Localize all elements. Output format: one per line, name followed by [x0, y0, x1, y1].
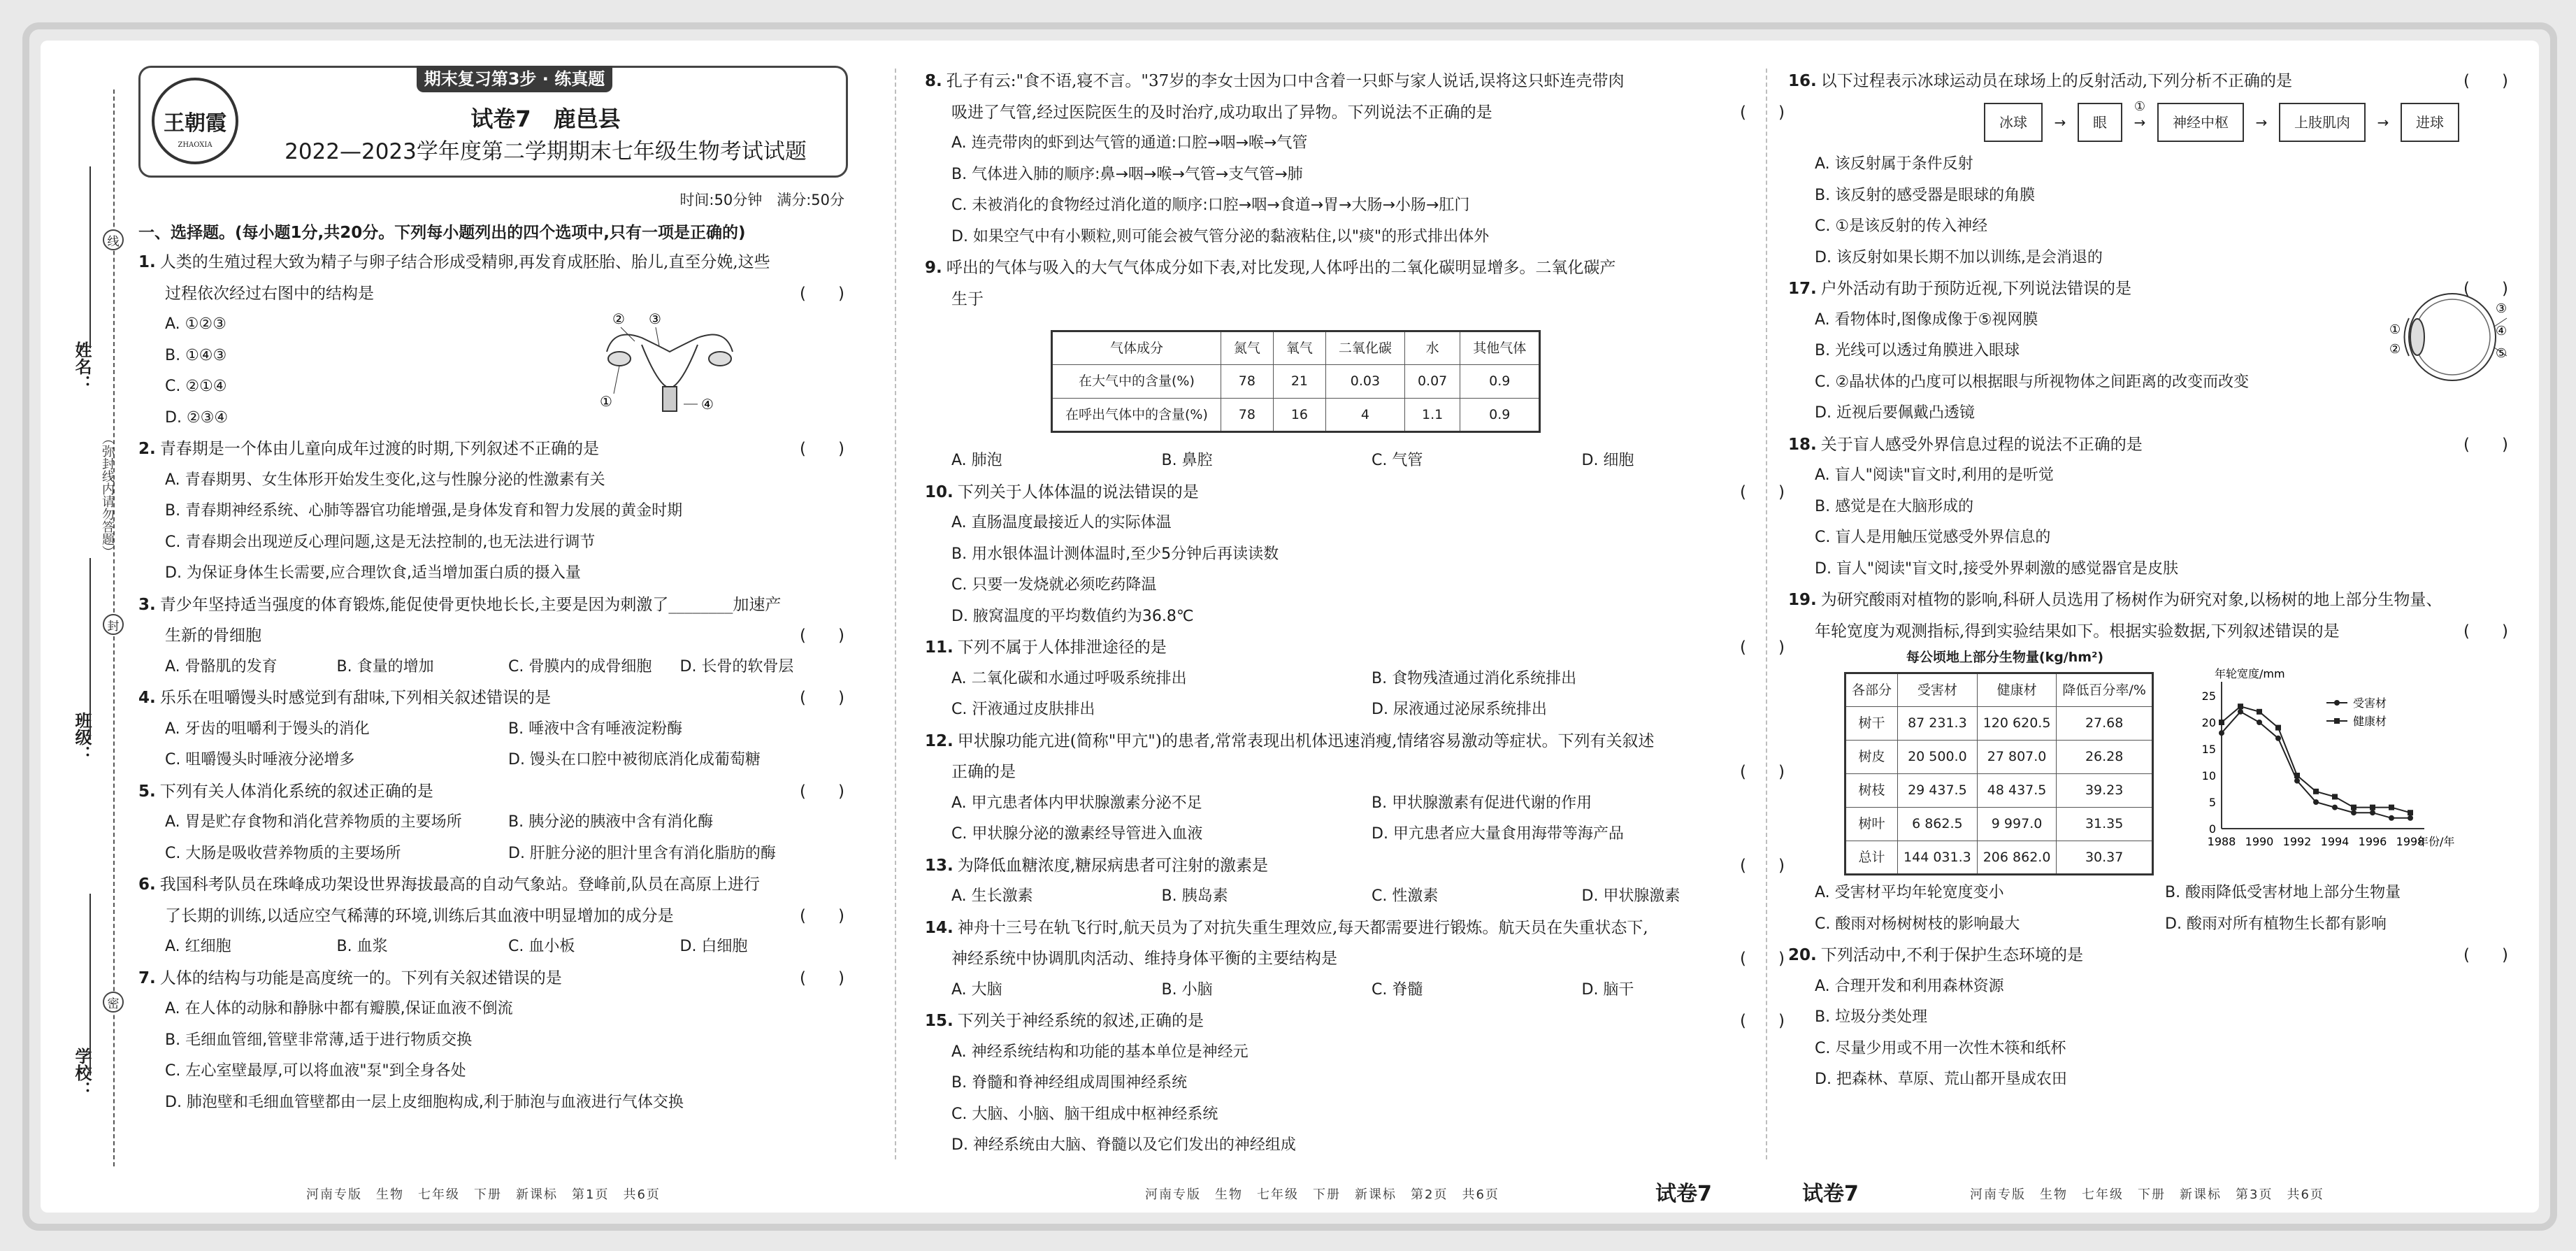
option: C. 只要一发烧就必须吃药降温	[951, 576, 1157, 594]
diagram-label: ③	[2496, 301, 2507, 316]
question-14: 14. 神舟十三号在轨飞行时,航天员为了对抗失重生理效应,每天都需要进行锻炼。航天员在失重状态下, 神经系统中协调肌肉活动、维持身体平衡的主要结构是 ( ) A. 大脑 B. 小脑 C. 脊髓 D. 脑干	[925, 913, 1792, 1006]
exam-sheet	[41, 41, 2539, 1213]
paper-mark: 试卷7	[1655, 1182, 1712, 1206]
option: C. 性激素	[1372, 887, 1439, 905]
option: C. 青春期会出现逆反心理问题,这是无法控制的,也无法进行调节	[165, 533, 596, 551]
y-tick-label: 15	[2201, 743, 2216, 756]
option: D. 如果空气中有小颗粒,则可能会被气管分泌的黏液粘住,以"痰"的形式排出体外	[951, 227, 1490, 245]
page-3	[1788, 66, 2515, 1171]
option: A. 神经系统结构和功能的基本单位是神经元	[951, 1043, 1249, 1061]
y-tick-label: 5	[2208, 796, 2216, 809]
diagram-label: ⑤	[2496, 346, 2507, 361]
page-separator	[1766, 69, 1767, 1159]
x-tick-label: 1998	[2396, 835, 2425, 848]
data-point	[2219, 720, 2224, 725]
data-point	[2238, 703, 2243, 709]
option: D. 该反射如果长期不加以训练,是会消退的	[1815, 248, 2103, 266]
diagram-label: ②	[2389, 342, 2401, 357]
question-2: 2. 青春期是一个体由儿童向成年过渡的时期,下列叙述不正确的是 ( ) A. 青春期男、女生体形开始发生变化,这与性腺分泌的性激素有关 B. 青春期神经系统、心肺等器官功能增强,是身体发育和智力发展的黄金时期 C. 青春期会出现逆反心理问题,这是无法控制的,也无法进行调节 D. 为保证身体生长需要,应合理饮食,适当增加蛋白质的摄入量	[138, 434, 851, 589]
option: D. 肺泡壁和毛细血管壁都由一层上皮细胞构成,利于肺泡与血液进行气体交换	[165, 1093, 684, 1111]
footer-page-3: 河南专版 生物 七年级 下册 新课标 第3页 共6页	[1970, 1187, 2324, 1202]
question-18: 18. 关于盲人感受外界信息过程的说法不正确的是 ( ) A. 盲人"阅读"盲文时,利用的是听觉 B. 感觉是在大脑形成的 C. 盲人是用触压觉感受外界信息的 D. 盲人"阅读"盲文时,接受外界刺激的感觉器官是皮肤	[1788, 429, 2515, 585]
option: D. 尿液通过泌尿系统排出	[1372, 701, 1547, 718]
x-tick-label: 1988	[2207, 835, 2236, 848]
x-tick-label: 1992	[2282, 835, 2312, 848]
option: A. 红细胞	[165, 938, 231, 955]
question-7: 7. 人体的结构与功能是高度统一的。下列有关叙述错误的是 ( ) A. 在人体的动脉和静脉中都有瓣膜,保证血液不倒流 B. 毛细血管细,管壁非常薄,适于进行物质交换 C. 左心室壁最厚,可以将血液"泵"到全身各处 D. 肺泡壁和毛细血管壁都由一层上皮细胞构成,利于肺泡与血液进行气体交换	[138, 963, 851, 1119]
option: A. 骨骼肌的发育	[165, 657, 278, 675]
option: B. 毛细血管细,管壁非常薄,适于进行物质交换	[165, 1031, 473, 1049]
question-4: 4. 乐乐在咀嚼馒头时感觉到有甜味,下列相关叙述错误的是 ( ) A. 牙齿的咀嚼利于馒头的消化 B. 唾液中含有唾液淀粉酶 C. 咀嚼馒头时唾液分泌增多 D. 馒头在口腔中被彻底消化成葡萄糖	[138, 682, 851, 776]
name-label: 姓名：	[72, 341, 92, 392]
binding-note: （弥封线内请勿答题）	[100, 432, 115, 558]
reflex-flow: 冰球 → 眼 ① → 神经中枢 → 上肢肌肉 → 进球	[1984, 103, 2515, 143]
data-point	[2389, 815, 2394, 821]
option: C. 左心室壁最厚,可以将血液"泵"到全身各处	[165, 1062, 466, 1080]
question-8: 8. 孔子有云:"食不语,寝不言。"37岁的李女士因为口中含着一只虾与家人说话,误将这只虾连壳带肉 吸进了气管,经过医院医生的及时治疗,成功取出了异物。下列说法不正确的是 ( ) A. 连壳带肉的虾到达气管的通道:口腔→咽→喉→气管 B. 气体进入肺的顺序:鼻→咽→喉→气管→支气管→肺 C. 未被消化的食物经过消化道的顺序:口腔→咽→食道→胃→大肠→小肠→肛门 D. 如果空气中有小颗粒,则可能会被气管分泌的黏液粘住,以"痰"的形式排出体外	[925, 66, 1792, 252]
option: A. 直肠温度最接近人的实际体温	[951, 514, 1172, 531]
option: D. 馒头在口腔中被彻底消化成葡萄糖	[508, 751, 761, 769]
option: A. 在人体的动脉和静脉中都有瓣膜,保证血液不倒流	[165, 1000, 513, 1017]
option: C. 未被消化的食物经过消化道的顺序:口腔→咽→食道→胃→大肠→小肠→肛门	[951, 196, 1470, 214]
data-point	[2313, 789, 2319, 794]
option: C. 汗液通过皮肤排出	[951, 701, 1095, 718]
option: B. 酸雨降低受害材地上部分生物量	[2165, 884, 2401, 901]
option: D. 肝脏分泌的胆汁里含有消化脂肪的酶	[508, 844, 776, 862]
data-point	[2332, 794, 2338, 799]
option: A. 肺泡	[951, 452, 1002, 469]
option: B. 小脑	[1161, 980, 1213, 999]
brand-logo: 王朝霞 ZHAOXIA	[152, 78, 238, 164]
option: B. ①④③	[165, 346, 227, 364]
option: D. 近视后要佩戴凸透镜	[1815, 404, 1975, 422]
diagram-label: ④	[2496, 324, 2507, 338]
option: D. 神经系统由大脑、脊髓以及它们发出的神经组成	[951, 1136, 1296, 1154]
option: D. 白细胞	[679, 938, 748, 955]
data-point	[2257, 709, 2262, 715]
option: C. 骨膜内的成骨细胞	[508, 657, 652, 675]
data-point	[2370, 805, 2375, 810]
y-tick-label: 0	[2208, 822, 2216, 836]
option: A. 该反射属于条件反射	[1815, 155, 1973, 173]
uterus-diagram	[593, 303, 754, 425]
x-axis-label: 年份/年	[2417, 835, 2455, 848]
question-10: 10. 下列关于人体体温的说法错误的是 ( ) A. 直肠温度最接近人的实际体温 B. 用水银体温计测体温时,至少5分钟后再读读数 C. 只要一发烧就必须吃药降温 D. 腋窝温度的平均数值约为36.8℃	[925, 477, 1792, 633]
option: C. 大肠是吸收营养物质的主要场所	[165, 844, 401, 862]
option: D. ②③④	[165, 408, 229, 427]
option: D. 酸雨对所有植物生长都有影响	[2165, 915, 2387, 933]
data-point	[2408, 815, 2413, 821]
option: C. 尽量少用或不用一次性木筷和纸杯	[1815, 1039, 2066, 1057]
class-label: 班级：	[72, 712, 92, 762]
option: C. 脊髓	[1372, 980, 1423, 999]
seal-mark: 线	[103, 229, 124, 250]
option: B. 该反射的感受器是眼球的角膜	[1815, 186, 2036, 204]
question-6: 6. 我国科考队员在珠峰成功架设世界海拔最高的自动气象站。登峰前,队员在高原上进行 了长期的训练,以适应空气稀薄的环境,训练后其血液中明显增加的成分是 ( ) A. 红细胞 B. 血浆 C. 血小板 D. 白细胞	[138, 869, 851, 963]
y-tick-label: 20	[2201, 716, 2216, 729]
data-point	[2275, 736, 2281, 741]
option: B. 鼻腔	[1161, 452, 1213, 469]
exam-title: 试卷7 鹿邑县	[470, 106, 621, 132]
option: D. 为保证身体生长需要,应合理饮食,适当增加蛋白质的摄入量	[165, 564, 581, 582]
option: A. 连壳带肉的虾到达气管的通道:口腔→咽→喉→气管	[951, 134, 1308, 152]
option: A. 合理开发和利用森林资源	[1815, 977, 2004, 995]
question-5: 5. 下列有关人体消化系统的叙述正确的是 ( ) A. 胃是贮存食物和消化营养物质的主要场所 B. 胰分泌的胰液中含有消化酶 C. 大肠是吸收营养物质的主要场所 D. 肝脏分泌的胆汁里含有消化脂肪的酶	[138, 776, 851, 870]
data-point	[2294, 773, 2300, 778]
x-tick-label: 1996	[2358, 835, 2387, 848]
class-underline	[89, 558, 91, 740]
question-20: 20. 下列活动中,不利于保护生态环境的是 ( ) A. 合理开发和利用森林资源 B. 垃圾分类处理 C. 尽量少用或不用一次性木筷和纸杯 D. 把森林、草原、荒山都开垦成农田	[1788, 940, 2515, 1096]
option: A. ①②③	[165, 315, 226, 333]
question-19: 19. 为研究酸雨对植物的影响,科研人员选用了杨树作为研究对象,以杨树的地上部分生物量、 年轮宽度为观测指标,得到实验结果如下。根据实验数据,下列叙述错误的是 ( ) 每公顷地上部分生物量(kg/hm²) 各部分 受害材 健康材 降低百分率/% 树干 87 231.3 120 620.5 27.68 树皮 20 500.0 27 807.0 26.28 树枝 29 437.5 48 437.5 39.23 树叶 6 862.5 9 997.0 31.35 总计 144 031.3 206 862.0 30.37 年轮宽度/mm 年份/年 0 5 10 15 20 25 1988 1990 1992 1994 1996 1998 受害材 健康材 A. 受害材平均年轮宽度变小 B. 酸雨降低受害材地上部分生物量 C. 酸雨对杨树树枝的影响最大 D. 酸雨对所有植物生长都有影响	[1788, 585, 2515, 940]
option: C. 咀嚼馒头时唾液分泌增多	[165, 751, 355, 769]
question-15: 15. 下列关于神经系统的叙述,正确的是 ( ) A. 神经系统结构和功能的基本单位是神经元 B. 脊髓和脊神经组成周围神经系统 C. 大脑、小脑、脑干组成中枢神经系统 D. 神经系统由大脑、脊髓以及它们发出的神经组成	[925, 1006, 1792, 1161]
option: A. 胃是贮存食物和消化营养物质的主要场所	[165, 813, 462, 831]
question-9: 9. 呼出的气体与吸入的大气气体成分如下表,对比发现,人体呼出的二氧化碳明显增多。二氧化碳产 生于 气体成分 氮气 氧气 二氧化碳 水 其他气体 在大气中的含量(%) 78 21 0.03 0.07 0.9 在呼出气体中的含量(%) 78 16 4 1.1 0.9 A. 肺泡 B. 鼻腔 C. 气管 D. 细胞	[925, 252, 1792, 477]
data-point	[2219, 730, 2224, 736]
gas-table: 气体成分 氮气 氧气 二氧化碳 水 其他气体 在大气中的含量(%) 78 21 0.03 0.07 0.9 在呼出气体中的含量(%) 78 16 4 1.1 0.9	[1051, 330, 1541, 433]
option: C. ①是该反射的传入神经	[1815, 217, 1988, 235]
diagram-label: ④	[701, 396, 714, 413]
option: C. ②①④	[165, 378, 227, 395]
option: D. 甲亢患者应大量食用海带等海产品	[1372, 825, 1624, 843]
option: C. 酸雨对杨树树枝的影响最大	[1815, 915, 2020, 933]
option: C. 血小板	[508, 938, 575, 955]
option: B. 感觉是在大脑形成的	[1815, 497, 1974, 515]
data-point	[2238, 709, 2243, 715]
option: B. 气体进入肺的顺序:鼻→咽→喉→气管→支气管→肺	[951, 165, 1303, 183]
x-tick-label: 1990	[2245, 835, 2274, 848]
x-tick-label: 1994	[2320, 835, 2350, 848]
option: D. 细胞	[1581, 452, 1634, 469]
school-underline	[89, 894, 91, 1075]
option: D. 盲人"阅读"盲文时,接受外界刺激的感觉器官是皮肤	[1815, 559, 2179, 578]
option: B. 胰分泌的胰液中含有消化酶	[508, 813, 714, 831]
diagram-label: ①	[2389, 322, 2401, 337]
school-label: 学校：	[72, 1048, 92, 1098]
option: A. 青春期男、女生体形开始发生变化,这与性腺分泌的性激素有关	[165, 471, 605, 489]
diagram-label: ③	[649, 310, 661, 327]
q19-figures	[1788, 647, 2515, 878]
exam-subtitle: 2022—2023学年度第二学期期末七年级生物考试试题	[285, 139, 807, 164]
legend-marker	[2334, 718, 2340, 724]
option: C. 盲人是用触压觉感受外界信息的	[1815, 529, 2051, 546]
option: A. 生长激素	[951, 887, 1033, 905]
option: A. 甲亢患者体内甲状腺激素分泌不足	[951, 794, 1202, 812]
data-point	[2370, 810, 2375, 815]
option: A. 看物体时,图像成像于⑤视网膜	[1815, 310, 2038, 329]
question-12: 12. 甲状腺功能亢进(简称"甲亢")的患者,常常表现出机体迅速消瘦,情绪容易激动等症状。下列有关叙述 正确的是 ( ) A. 甲亢患者体内甲状腺激素分泌不足 B. 甲状腺激素有促进代谢的作用 C. 甲状腺分泌的激素经导管进入血液 D. 甲亢患者应大量食用海带等海产品	[925, 726, 1792, 850]
y-tick-label: 10	[2201, 769, 2216, 782]
option: D. 把森林、草原、荒山都开垦成农田	[1815, 1071, 2067, 1088]
time-score: 时间:50分钟 满分:50分	[679, 192, 844, 208]
data-point	[2275, 725, 2281, 731]
page-1	[138, 66, 851, 1171]
data-point	[2351, 810, 2356, 815]
name-underline	[89, 166, 91, 348]
option: A. 大脑	[951, 980, 1002, 999]
data-point	[2389, 805, 2394, 810]
question-1: 1. 人类的生殖过程大致为精子与卵子结合形成受精卵,再发育成胚胎、胎儿,直至分娩,这些 过程依次经过右图中的结构是 ( ) A. ①②③ B. ①④③ C. ②①④ D. ②③④ ② ③ ① ④	[138, 247, 851, 434]
option: B. 垃圾分类处理	[1815, 1008, 1928, 1026]
option: A. 盲人"阅读"盲文时,利用的是听觉	[1815, 466, 2054, 484]
answer-paren: ( )	[800, 284, 844, 303]
paper-mark: 试卷7	[1802, 1182, 1859, 1206]
legend-label: 健康材	[2353, 715, 2387, 728]
option: D. 长骨的软骨层	[679, 657, 794, 675]
ring-width-chart	[2187, 668, 2494, 871]
diagram-label: ①	[600, 393, 612, 410]
biomass-table: 各部分 受害材 健康材 降低百分率/% 树干 87 231.3 120 620.5 27.68 树皮 20 500.0 27 807.0 26.28 树枝 29 437.5 48 437.5 39.23 树叶 6 862.5 9 997.0 31.35 总计 144 031.3 206 862.0 30.37	[1844, 672, 2154, 875]
seal-mark: 封	[103, 614, 124, 635]
data-point	[2408, 810, 2413, 815]
option: B. 甲状腺激素有促进代谢的作用	[1372, 794, 1592, 812]
option: A. 牙齿的咀嚼利于馒头的消化	[165, 720, 370, 738]
option: B. 血浆	[336, 938, 388, 955]
option: C. ②晶状体的凸度可以根据眼与所视物体之间距离的改变而改变	[1815, 373, 2250, 391]
data-point	[2294, 778, 2300, 784]
option: D. 甲状腺激素	[1581, 887, 1681, 905]
option: B. 用水银体温计测体温时,至少5分钟后再读读数	[951, 545, 1279, 563]
data-point	[2351, 805, 2356, 810]
question-17: 17. 户外活动有助于预防近视,下列说法错误的是 ( ) A. 看物体时,图像成像于⑤视网膜 B. 光线可以透过角膜进入眼球 C. ②晶状体的凸度可以根据眼与所视物体之间距离的改变而改变 D. 近视后要佩戴凸透镜 ③ ④ ⑤ ① ②	[1788, 273, 2515, 429]
question-11: 11. 下列不属于人体排泄途径的是 ( ) A. 二氧化碳和水通过呼吸系统排出 B. 食物残渣通过消化系统排出 C. 汗液通过皮肤排出 D. 尿液通过泌尿系统排出	[925, 632, 1792, 726]
option: A. 二氧化碳和水通过呼吸系统排出	[951, 669, 1187, 687]
option: D. 脑干	[1581, 980, 1634, 999]
option: A. 受害材平均年轮宽度变小	[1815, 884, 2004, 901]
y-tick-label: 25	[2201, 689, 2216, 703]
page-2	[925, 66, 1792, 1171]
seal-mark: 密	[103, 992, 124, 1013]
option: C. 甲状腺分泌的激素经导管进入血液	[951, 825, 1203, 843]
review-tag: 期末复习第3步 · 练真题	[417, 66, 612, 92]
option: B. 脊髓和脊神经组成周围神经系统	[951, 1074, 1188, 1092]
eye-diagram	[2389, 278, 2508, 396]
data-point	[2257, 720, 2262, 725]
question-13: 13. 为降低血糖浓度,糖尿病患者可注射的激素是 ( ) A. 生长激素 B. 胰岛素 C. 性激素 D. 甲状腺激素	[925, 850, 1792, 913]
option: B. 光线可以透过角膜进入眼球	[1815, 342, 2020, 359]
option: B. 胰岛素	[1161, 887, 1228, 905]
option: D. 腋窝温度的平均数值约为36.8℃	[951, 607, 1194, 625]
binding-margin	[41, 41, 131, 1213]
option: B. 食量的增加	[336, 657, 434, 675]
question-16: 16. 以下过程表示冰球运动员在球场上的反射活动,下列分析不正确的是 ( ) 冰球 → 眼 ① → 神经中枢 → 上肢肌肉 → 进球 A. 该反射属于条件反射 B. 该反射的感受器是眼球的角膜 C. ①是该反射的传入神经 D. 该反射如果长期不加以训练,是会消退的	[1788, 66, 2515, 273]
footer-page-1: 河南专版 生物 七年级 下册 新课标 第1页 共6页	[306, 1187, 661, 1202]
table-title: 每公顷地上部分生物量(kg/hm²)	[1906, 650, 2104, 665]
question-3: 3. 青少年坚持适当强度的体育锻炼,能促使骨更快地长长,主要是因为刺激了________加速产 生新的骨细胞 ( ) A. 骨骼肌的发育 B. 食量的增加 C. 骨膜内的成骨细胞 D. 长骨的软骨层	[138, 589, 851, 683]
y-axis-label: 年轮宽度/mm	[2215, 668, 2285, 680]
exam-header	[138, 66, 848, 178]
option: C. 气管	[1372, 452, 1423, 469]
data-point	[2332, 805, 2338, 810]
footer-page-2: 河南专版 生物 七年级 下册 新课标 第2页 共6页	[1145, 1187, 1499, 1202]
legend-label: 受害材	[2353, 696, 2387, 710]
option: C. 大脑、小脑、脑干组成中枢神经系统	[951, 1105, 1218, 1123]
option: B. 青春期神经系统、心肺等器官功能增强,是身体发育和智力发展的黄金时期	[165, 502, 683, 520]
section-heading: 一、选择题。(每小题1分,共20分。下列每小题列出的四个选项中,只有一项是正确的)	[138, 224, 746, 242]
legend-marker	[2334, 700, 2340, 706]
option: B. 唾液中含有唾液淀粉酶	[508, 720, 683, 738]
page-separator	[895, 69, 896, 1159]
option: B. 食物残渣通过消化系统排出	[1372, 669, 1577, 687]
diagram-label: ②	[612, 310, 625, 327]
data-point	[2313, 799, 2319, 805]
